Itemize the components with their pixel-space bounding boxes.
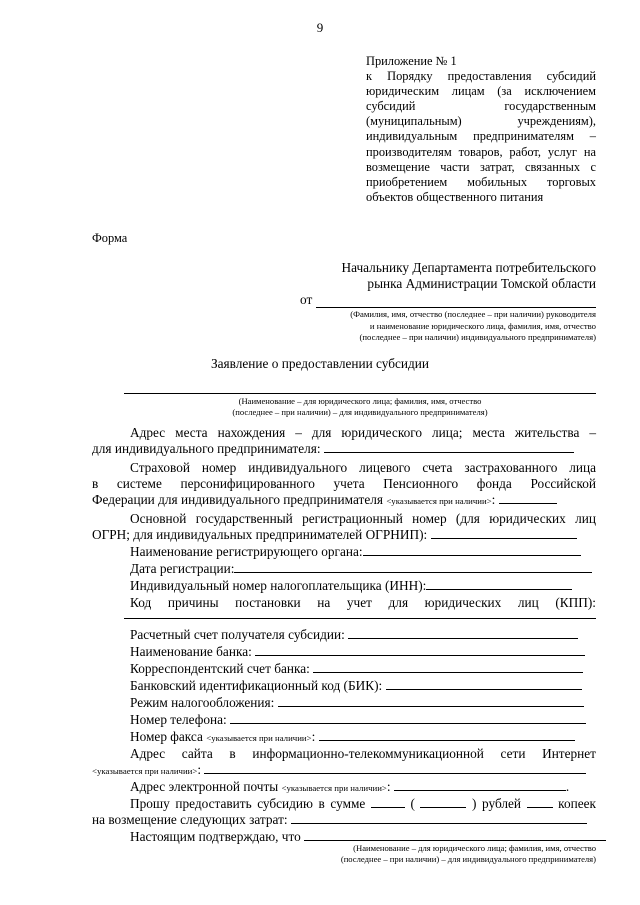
- email-if-available: <указывается при наличии>: [281, 783, 387, 793]
- website-label: Адрес сайта в информационно-телекоммуникационной сети Интернет: [130, 746, 596, 761]
- bank-row: [92, 644, 596, 660]
- phone-label: Номер телефона:: [130, 712, 227, 727]
- ogrn-label-1: Основной государственный регистрационный номер (для юридических лиц: [130, 511, 596, 526]
- applicant-hint: [124, 396, 596, 419]
- reg-body-row: [92, 544, 596, 560]
- snils-colon: :: [491, 492, 496, 507]
- kopecks-field[interactable]: [527, 796, 553, 808]
- from-hint-line-1: (Фамилия, имя, отчество (последнее – при наличии) руководителя: [350, 309, 596, 319]
- paren-open: (: [410, 796, 415, 811]
- confirm-hint: [300, 843, 596, 866]
- email-period: .: [565, 779, 570, 794]
- from-hint-line-3: (последнее – при наличии) индивидуального предпринимателя): [359, 332, 596, 343]
- inn-field[interactable]: [426, 578, 572, 590]
- account-field[interactable]: [348, 627, 578, 639]
- snils-if-available: <указывается при наличии>: [386, 496, 492, 506]
- address-line-2: [92, 441, 596, 457]
- website-field[interactable]: [204, 762, 586, 774]
- amount-field[interactable]: [371, 796, 405, 808]
- address-line-1: [92, 425, 596, 441]
- ogrn-label-2: ОГРН; для индивидуальных предпринимателей ОГРНИП):: [92, 527, 428, 542]
- applicant-blank-line[interactable]: [124, 393, 596, 394]
- tax-regime-field[interactable]: [278, 695, 584, 707]
- email-row: [92, 779, 596, 797]
- addressee-line-1: Начальнику Департамента потребительского: [341, 260, 596, 275]
- ogrn-field[interactable]: [431, 527, 577, 539]
- reg-body-field[interactable]: [363, 544, 581, 556]
- tax-regime-row: [92, 695, 596, 711]
- tax-regime-label: Режим налогообложения:: [130, 695, 275, 710]
- email-field[interactable]: [394, 779, 566, 791]
- confirm-field[interactable]: [304, 829, 606, 841]
- reg-date-label: Дата регистрации:: [130, 561, 235, 576]
- kpp-row: [92, 595, 596, 611]
- website-line-1: [92, 746, 596, 762]
- corr-account-row: [92, 661, 596, 677]
- reg-date-row: [92, 561, 596, 577]
- website-line-2: [92, 762, 596, 780]
- account-row: [92, 627, 596, 643]
- email-label: Адрес электронной почты: [130, 779, 279, 794]
- ogrn-line-2: [92, 527, 596, 543]
- bik-label: Банковский идентификационный код (БИК):: [130, 678, 383, 693]
- applicant-hint-line-1: (Наименование – для юридического лица; фамилия, имя, отчество: [238, 396, 482, 406]
- appendix-text: к Порядку предоставления субсидий юридическим лицам (за исключением субсидий государственным (муниципальным) учреждениям), индивидуальным предпринимателям – производителям товаров, работ, услуг на возмещение части затрат, связанных с приобретением мобильных торговых объектов общественного питания: [366, 69, 596, 204]
- website-if-available: <указывается при наличии>: [92, 766, 198, 776]
- document-title: Заявление о предоставлении субсидии: [210, 356, 430, 371]
- ogrn-line-1: [92, 511, 596, 527]
- fax-label: Номер факса: [130, 729, 203, 744]
- snils-label-1: Страховой номер индивидуального лицевого счета застрахованного лица: [130, 460, 596, 475]
- account-label: Расчетный счет получателя субсидии:: [130, 627, 345, 642]
- request-label: Прошу предоставить субсидию в сумме: [130, 796, 366, 811]
- confirm-label: Настоящим подтверждаю, что: [130, 829, 301, 844]
- fax-colon: :: [311, 729, 316, 744]
- appendix-title: Приложение № 1: [366, 54, 457, 68]
- amount-words-field[interactable]: [420, 796, 466, 808]
- from-blank-line[interactable]: [316, 295, 596, 308]
- addressee-line-2: рынка Администрации Томской области: [367, 276, 596, 291]
- bank-field[interactable]: [255, 644, 585, 656]
- bank-label: Наименование банка:: [130, 644, 252, 659]
- address-label-2: для индивидуального предпринимателя:: [92, 441, 321, 456]
- appendix-block: [366, 54, 596, 205]
- snils-label-3: Федерации для индивидуального предпринимателя: [92, 492, 383, 507]
- from-label: от: [300, 292, 313, 307]
- expenses-field[interactable]: [291, 812, 587, 824]
- inn-label: Индивидуальный номер налогоплательщика (ИНН):: [130, 578, 427, 593]
- request-label-2: на возмещение следующих затрат:: [92, 812, 288, 827]
- bik-field[interactable]: [386, 678, 582, 690]
- bik-row: [92, 678, 596, 694]
- snils-label-2: в системе персонифицированного учета Пенсионного фонда Российской: [92, 476, 596, 491]
- kopecks-label: копеек: [558, 796, 596, 811]
- fax-row: [92, 729, 596, 747]
- kpp-field[interactable]: [124, 618, 596, 619]
- snils-line-2: [92, 476, 596, 492]
- fax-field[interactable]: [319, 729, 575, 741]
- address-field[interactable]: [324, 441, 574, 453]
- reg-date-field[interactable]: [234, 561, 592, 573]
- request-line-1: [92, 796, 596, 812]
- fax-if-available: <указывается при наличии>: [206, 733, 312, 743]
- addressee-block: [300, 260, 596, 292]
- phone-field[interactable]: [230, 712, 586, 724]
- confirm-hint-line-1: (Наименование – для юридического лица; фамилия, имя, отчество: [353, 843, 596, 853]
- snils-field[interactable]: [499, 492, 557, 504]
- snils-line-1: [92, 460, 596, 476]
- request-line-2: [92, 812, 596, 828]
- snils-line-3: [92, 492, 596, 510]
- from-hint: [300, 309, 596, 344]
- confirm-hint-line-2: (последнее – при наличии) – для индивидуального предпринимателя): [340, 854, 596, 865]
- website-colon: :: [197, 762, 202, 777]
- page-number: 9: [316, 20, 324, 35]
- address-label: Адрес места нахождения – для юридического лица; места жительства –: [130, 425, 596, 440]
- rubles-label: ) рублей: [472, 796, 522, 811]
- applicant-hint-line-2: (последнее – при наличии) – для индивидуального предпринимателя): [232, 407, 488, 418]
- reg-body-label: Наименование регистрирующего органа:: [130, 544, 363, 559]
- corr-account-field[interactable]: [313, 661, 583, 673]
- corr-account-label: Корреспондентский счет банка:: [130, 661, 310, 676]
- from-row: [300, 292, 596, 308]
- form-label: Форма: [92, 231, 128, 245]
- phone-row: [92, 712, 596, 728]
- inn-row: [92, 578, 596, 594]
- from-hint-line-2: и наименование юридического лица, фамилия, имя, отчество: [369, 320, 596, 331]
- email-colon: :: [386, 779, 391, 794]
- kpp-label: Код причины постановки на учет для юридических лиц (КПП):: [130, 595, 596, 610]
